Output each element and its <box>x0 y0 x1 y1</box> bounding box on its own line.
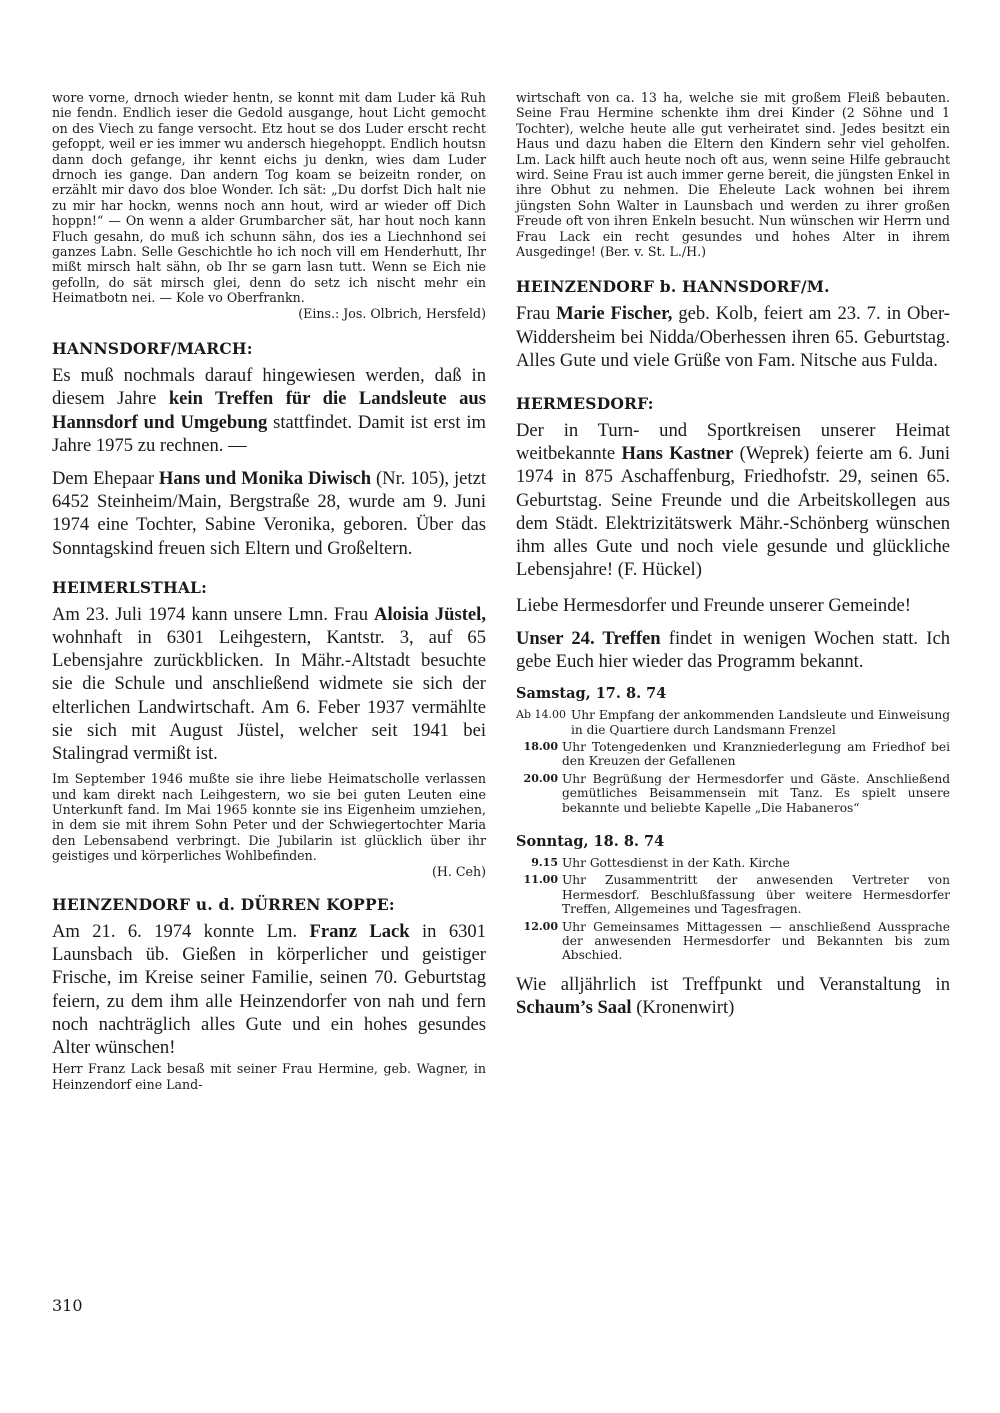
heading-hermesdorf: HERMESDORF: <box>516 394 654 414</box>
heading-heinzendorf-duerren-koppe: HEINZENDORF u. d. DÜRREN KOPPE: <box>52 894 395 914</box>
program-text: Uhr Empfang der ankommenden Landsleute und Einweisung in die Quartiere durch Landsmann Frenzel <box>570 708 950 737</box>
heading-heinzendorf-hannsdorf: HEINZENDORF b. HANNSDORF/M. <box>516 277 830 297</box>
fischer-paragraph: Frau Marie Fischer, geb. Kolb, feiert am 23. 7. in Ober-Widdersheim bei Nidda/Oberhessen ihren 65. Geburtstag. Alles Gute und viele Grüße von Fam. Nitsche aus Fulda. <box>516 303 951 371</box>
program-item <box>516 740 950 769</box>
program-time: 18.00 <box>523 739 558 753</box>
program-time: 11.00 <box>523 873 558 887</box>
program-text: Uhr Zusammentritt der anwesenden Vertreter von Hermesdorf. Beschlußfassung über weitere Hermesdorfer Treffen, Allgemeines und Tagesfragen. <box>562 873 950 917</box>
program-text: Uhr Gemeinsames Mittagessen — anschließend Aussprache der anwesenden Hermesdorfer und Bekannten bis zum Abschied. <box>562 919 950 963</box>
treffen-announcement: Unser 24. Treffen findet in wenigen Wochen statt. Ich gebe Euch hier wieder das Programm bekannt. <box>516 627 950 672</box>
program-item <box>516 920 950 963</box>
saturday-program <box>516 708 950 815</box>
program-item <box>516 873 950 916</box>
kastner-paragraph: Der in Turn- und Sportkreisen unserer Heimat weitbekannte Hans Kastner (Weprek) feierte am 6. Juni 1974 in 875 Aschaffenburg, Friedhofstr. 29, seinen 65. Geburtstag. Seine Freunde und die Arbeitskollegen aus dem Städt. Elektrizitätswerk Mähr.-Schönberg wünschen ihm alles Gute und noch viele gesunde und glückliche Lebensjahre! (F. Hückel) <box>516 420 950 581</box>
hermesdorf-greeting: Liebe Hermesdorfer und Freunde unserer Gemeinde! <box>516 594 911 616</box>
program-time: 9.15 <box>531 855 558 869</box>
heimerlsthal-paragraph-2: Im September 1946 mußte sie ihre liebe Heimatscholle verlassen und kam direkt nach Leihgestern, wo sie bei guten Leuten eine Unterkunft fand. Im Mai 1965 konnte sie ins Eigenheim umziehen, in dem sie mit ihrem Sohn Peter und der Schwiegertochter Maria den Lebensabend verbringt. Die Jubilarin ist glücklich über ihr geistiges und körperliches Wohlbefinden. <box>52 771 486 864</box>
saturday-date: Samstag, 17. 8. 74 <box>516 685 667 703</box>
program-text: Uhr Gottesdienst in der Kath. Kirche <box>562 855 790 870</box>
program-item <box>516 772 950 815</box>
hannsdorf-paragraph-2: Dem Ehepaar Hans und Monika Diwisch (Nr. 105), jetzt 6452 Steinheim/Main, Bergstraße 28, wurde am 9. Juni 1974 eine Tochter, Sabine Veronika, geboren. Über das Sonntagskind freuen sich Eltern und Großeltern. <box>52 467 486 559</box>
program-item <box>516 708 950 737</box>
left-column <box>52 90 486 1092</box>
closing-paragraph: Wie alljährlich ist Treffpunkt und Veranstaltung in Schaum’s Saal (Kronenwirt) <box>516 973 950 1018</box>
heading-hannsdorf: HANNSDORF/MARCH: <box>52 339 253 359</box>
heading-heimerlsthal: HEIMERLSTHAL: <box>52 577 208 597</box>
program-time: Ab 14.00 <box>516 708 566 722</box>
program-time: 20.00 <box>523 771 558 785</box>
lack-family-text: wirtschaft von ca. 13 ha, welche sie mit großem Fleiß bebauten. Seine Frau Hermine schenkte ihm drei Kinder (2 Söhne und 1 Tochter), welche heute alle gut verheiratet sind. Jedes besitzt ein Haus und dazu haben die Eltern den Kindern sehr viel geholfen. Lm. Lack hilft auch heute noch oft aus, wenn seine Hilfe gebraucht wird. Seine Frau ist auch immer gerne bereit, die jüngsten Enkel in ihre Obhut zu nehmen. Die Eheleute Lack wohnen bei ihrem jüngsten Sohn Walter in Launsbach und werden zu ihrer großen Freude oft von ihren Enkeln besucht. Nun wünschen wir Herrn und Frau Lack ein recht gesundes und hohes Alter in ihrem Ausgedinge! (Ber. v. St. L./H.) <box>516 90 950 260</box>
heinzendorf-paragraph-1: Am 21. 6. 1974 konnte Lm. Franz Lack in 6301 Launsbach üb. Gießen in körperlicher und geistiger Frische, im Kreise seiner Familie, seinen 70. Geburtstag feiern, zu dem ihm alle Heinzendorfer von nah und fern noch nachträglich alles Gute und ein hohes gesundes Alter wünschen! <box>52 920 487 1058</box>
dialect-story-text: wore vorne, drnoch wieder hentn, se konnt mit dam Luder kä Ruh nie fendn. Endlich ieser die Gedold ausgange, hout Licht gemocht on des Viech zu fange versocht. Etz hout se dos Luder erscht recht gefoppt, weil er ies immer wu andersch hiegehoppt. Endlich houtsn dann doch gefange, ihr kennt eichs ju denkn, wies dam Luder drnoch ies gange. Dan andern Tog koam se beizeitn ronder, on erzählt mir davo dos bloe Wonder. Ich sät: „Du dorfst Dich halt nie zu mir har hockn, wenns noch ann hout, wird ar wieder off Dich hoppn!“ — On wenn a alder Grumbarcher sät, har hout noch kann Fluch gesahn, do muß ich schunn sähn, dos ies a Liechnhond sei ganzes Labn. Selle Geschichtle ho ich noch vill em Henderhutt, Ihr mißt mirsch halt sähn, ob Ihr se garn lasn tutt. Wenn se Eich nie gefolln, do sät mirsch glei, denn do setz ich nischt mehr ein Heimatbotn nei. — Kole vo Oberfrankn. <box>52 90 486 306</box>
heimerlsthal-credit: (H. Ceh) <box>431 863 486 879</box>
program-text: Uhr Totengedenken und Kranzniederlegung am Friedhof bei den Kreuzen der Gefallenen <box>562 739 950 769</box>
sunday-program <box>516 856 950 963</box>
heimerlsthal-paragraph-1: Am 23. Juli 1974 kann unsere Lmn. Frau Aloisia Jüstel, wohnhaft in 6301 Leihgestern, Kantstr. 3, auf 65 Lebensjahre zurückblicken. In Mähr.-Altstadt besuchte sie die Schule und anschließend widmete sie sich der elterlichen Landwirtschaft. Am 6. Feber 1937 vermählte sie sich mit August Jüstel, welcher seit 1941 bei Stalingrad vermißt ist. <box>52 603 486 764</box>
program-item <box>516 856 950 870</box>
page-number: 310 <box>52 1296 83 1315</box>
program-time: 12.00 <box>523 919 558 933</box>
program-text: Uhr Begrüßung der Hermesdorfer und Gäste. Anschließend gemütliches Beisammensein mit Tanz. Es spielt unsere bekannte und beliebte Kapelle „Die Habaneros“ <box>562 771 950 815</box>
right-column <box>516 90 950 1019</box>
heinzendorf-paragraph-2: Herr Franz Lack besaß mit seiner Frau Hermine, geb. Wagner, in Heinzendorf eine Land- <box>52 1061 486 1092</box>
story-credit: (Eins.: Jos. Olbrich, Hersfeld) <box>298 305 486 321</box>
hannsdorf-paragraph-1: Es muß nochmals darauf hingewiesen werden, daß in diesem Jahre kein Treffen für die Landsleute aus Hannsdorf und Umgebung stattfindet. Damit ist erst im Jahre 1975 zu rechnen. — <box>52 365 486 456</box>
sunday-date: Sonntag, 18. 8. 74 <box>516 832 665 850</box>
